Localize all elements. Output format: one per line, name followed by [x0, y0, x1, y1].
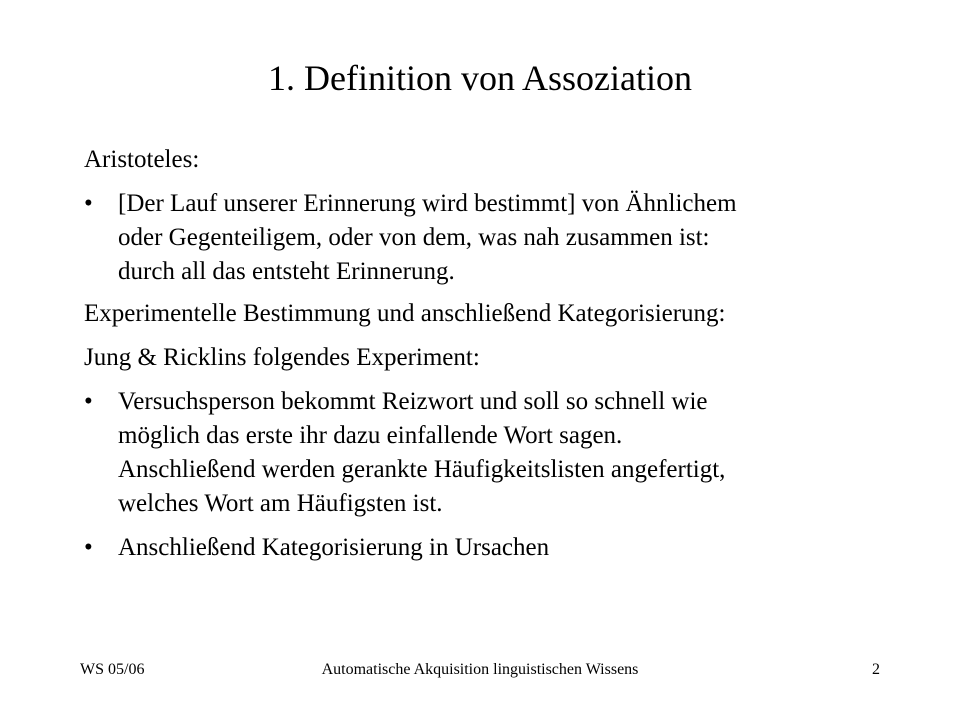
footer-semester: WS 05/06	[80, 661, 145, 678]
footer-page-number: 2	[872, 661, 880, 678]
footer-course-title: Automatische Akquisition linguistischen Wissens	[321, 661, 639, 678]
bullet-marker: •	[84, 388, 93, 415]
bullet-line: Anschließend Kategorisierung in Ursachen	[118, 534, 550, 561]
paragraph-experiment: Jung & Ricklins folgendes Experiment:	[84, 344, 480, 371]
bullet-text	[118, 531, 549, 565]
paragraph-experimental: Experimentelle Bestimmung und anschließend Kategorisierung:	[84, 300, 726, 327]
bullet-line: möglich das erste ihr dazu einfallende Wort sagen.	[118, 422, 623, 449]
bullet-line: durch all das entsteht Erinnerung.	[118, 258, 455, 285]
bullet-text	[118, 187, 737, 289]
bullet-line: Versuchsperson bekommt Reizwort und soll so schnell wie	[118, 388, 708, 415]
bullet-line: [Der Lauf unserer Erinnerung wird bestimmt] von Ähnlichem	[118, 190, 737, 217]
bullet-line: Anschließend werden gerankte Häufigkeitslisten angefertigt,	[118, 456, 726, 483]
bullet-line: welches Wort am Häufigsten ist.	[118, 490, 443, 517]
intro-text: Aristoteles:	[84, 146, 200, 173]
slide-title: 1. Definition von Assoziation	[268, 58, 692, 98]
bullet-marker: •	[84, 190, 93, 217]
bullet-line: oder Gegenteiligem, oder von dem, was nah zusammen ist:	[118, 224, 710, 251]
bullet-text	[118, 385, 725, 521]
bullet-marker: •	[84, 534, 93, 561]
